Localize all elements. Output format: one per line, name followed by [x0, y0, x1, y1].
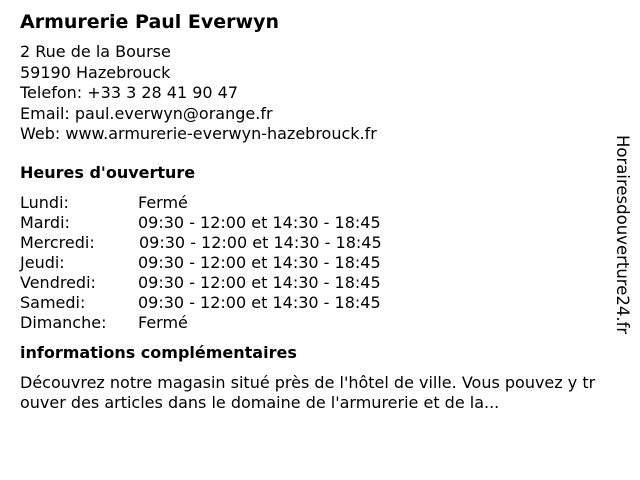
hours-row-sunday — [20, 313, 610, 333]
day-label: Dimanche: — [20, 312, 107, 332]
hours-row-friday — [20, 273, 610, 293]
phone-text: Telefon: +33 3 28 41 90 47 — [20, 83, 239, 102]
info-description: Découvrez notre magasin situé près de l'hôtel de ville. Vous pouvez y trouver des articles dans le domaine de l'armurerie et de la... — [20, 372, 596, 412]
day-label: Mardi: — [20, 212, 70, 232]
day-label: Lundi: — [20, 192, 69, 212]
day-label: Mercredi: — [20, 232, 95, 252]
business-card — [20, 10, 610, 414]
day-hours: 09:30 - 12:00 et 14:30 - 18:45 — [138, 292, 381, 312]
hours-row-wednesday — [20, 233, 610, 253]
website-text: Web: www.armurerie-everwyn-hazebrouck.fr — [20, 124, 377, 143]
hours-row-tuesday — [20, 213, 610, 233]
day-hours: Fermé — [138, 192, 188, 212]
info-heading: informations complémentaires — [20, 342, 297, 362]
email-text: Email: paul.everwyn@orange.fr — [20, 103, 273, 123]
day-hours: 09:30 - 12:00 et 14:30 - 18:45 — [138, 252, 381, 272]
hours-heading: Heures d'ouverture — [20, 162, 196, 182]
day-hours: 09:30 - 12:00 et 14:30 - 18:45 — [138, 272, 381, 292]
hours-table — [20, 193, 610, 333]
day-hours: Fermé — [138, 312, 188, 332]
day-hours: 09:30 - 12:00 et 14:30 - 18:45 — [138, 212, 381, 232]
hours-row-saturday — [20, 293, 610, 313]
address-street: 2 Rue de la Bourse — [20, 42, 171, 61]
day-label: Jeudi: — [20, 252, 65, 272]
address-city: 59190 Hazebrouck — [20, 62, 171, 82]
brand-watermark — [610, 135, 634, 373]
contact-block — [20, 42, 610, 145]
hours-row-thursday — [20, 253, 610, 273]
brand-label: Horairesdouverture24.fr — [613, 135, 632, 335]
day-label: Vendredi: — [20, 272, 96, 292]
business-name: Armurerie Paul Everwyn — [20, 11, 280, 33]
hours-row-monday — [20, 193, 610, 213]
day-hours: 09:30 - 12:00 et 14:30 - 18:45 — [139, 232, 382, 252]
day-label: Samedi: — [20, 292, 86, 312]
